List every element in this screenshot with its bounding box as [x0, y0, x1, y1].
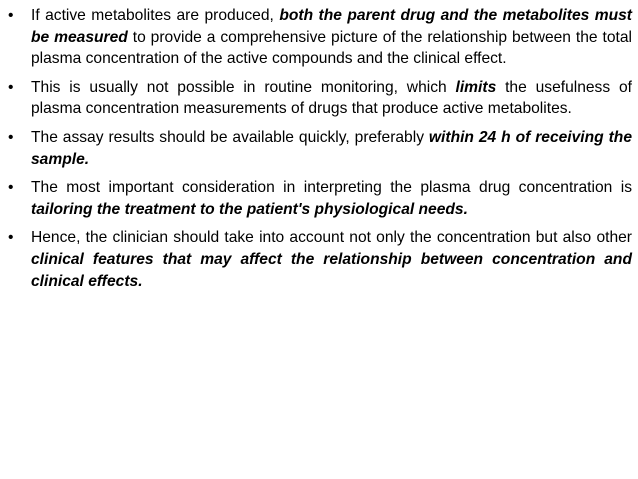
bullet-icon: • [8, 229, 14, 247]
bullet-text: Hence, the clinician should take into account not only the concentration but also other [31, 229, 632, 247]
bullet-icon: • [8, 78, 14, 96]
bullet-text: If active metabolites are produced, [31, 7, 280, 24]
bullet-item-routine-monitoring [8, 77, 632, 120]
bullet-emphasis: both the parent drug and the metabolites must be measured [31, 7, 632, 46]
bullet-text: to provide a comprehensive picture of the relationship between the total plasma concentration of the active compounds and the clinical effect. [31, 28, 632, 68]
bullet-item-active-metabolites [8, 5, 632, 70]
bullet-emphasis: tailoring the treatment to the patient's physiological needs. [31, 200, 468, 218]
bullet-emphasis: within 24 h of receiving the sample. [31, 128, 633, 168]
bullet-emphasis: limits [455, 78, 497, 96]
bullet-text: The assay results should be available quickly, preferably [31, 128, 429, 146]
bullet-text: the usefulness of plasma concentration measurements of drugs that produce active metabolites. [31, 78, 632, 118]
bullet-list [8, 5, 632, 299]
bullet-text: This is usually not possible in routine monitoring, which [31, 78, 456, 96]
bullet-item-clinical-features [8, 227, 632, 292]
bullet-icon: • [8, 128, 14, 146]
bullet-item-assay-results [8, 127, 632, 170]
bullet-emphasis: clinical features that may affect the relationship between concentration and clinical effects. [31, 250, 632, 290]
bullet-text: The most important consideration in interpreting the plasma drug concentration is [31, 179, 632, 197]
bullet-icon: • [8, 179, 14, 197]
bullet-icon: • [8, 7, 14, 24]
bullet-item-important-consideration [8, 177, 632, 220]
